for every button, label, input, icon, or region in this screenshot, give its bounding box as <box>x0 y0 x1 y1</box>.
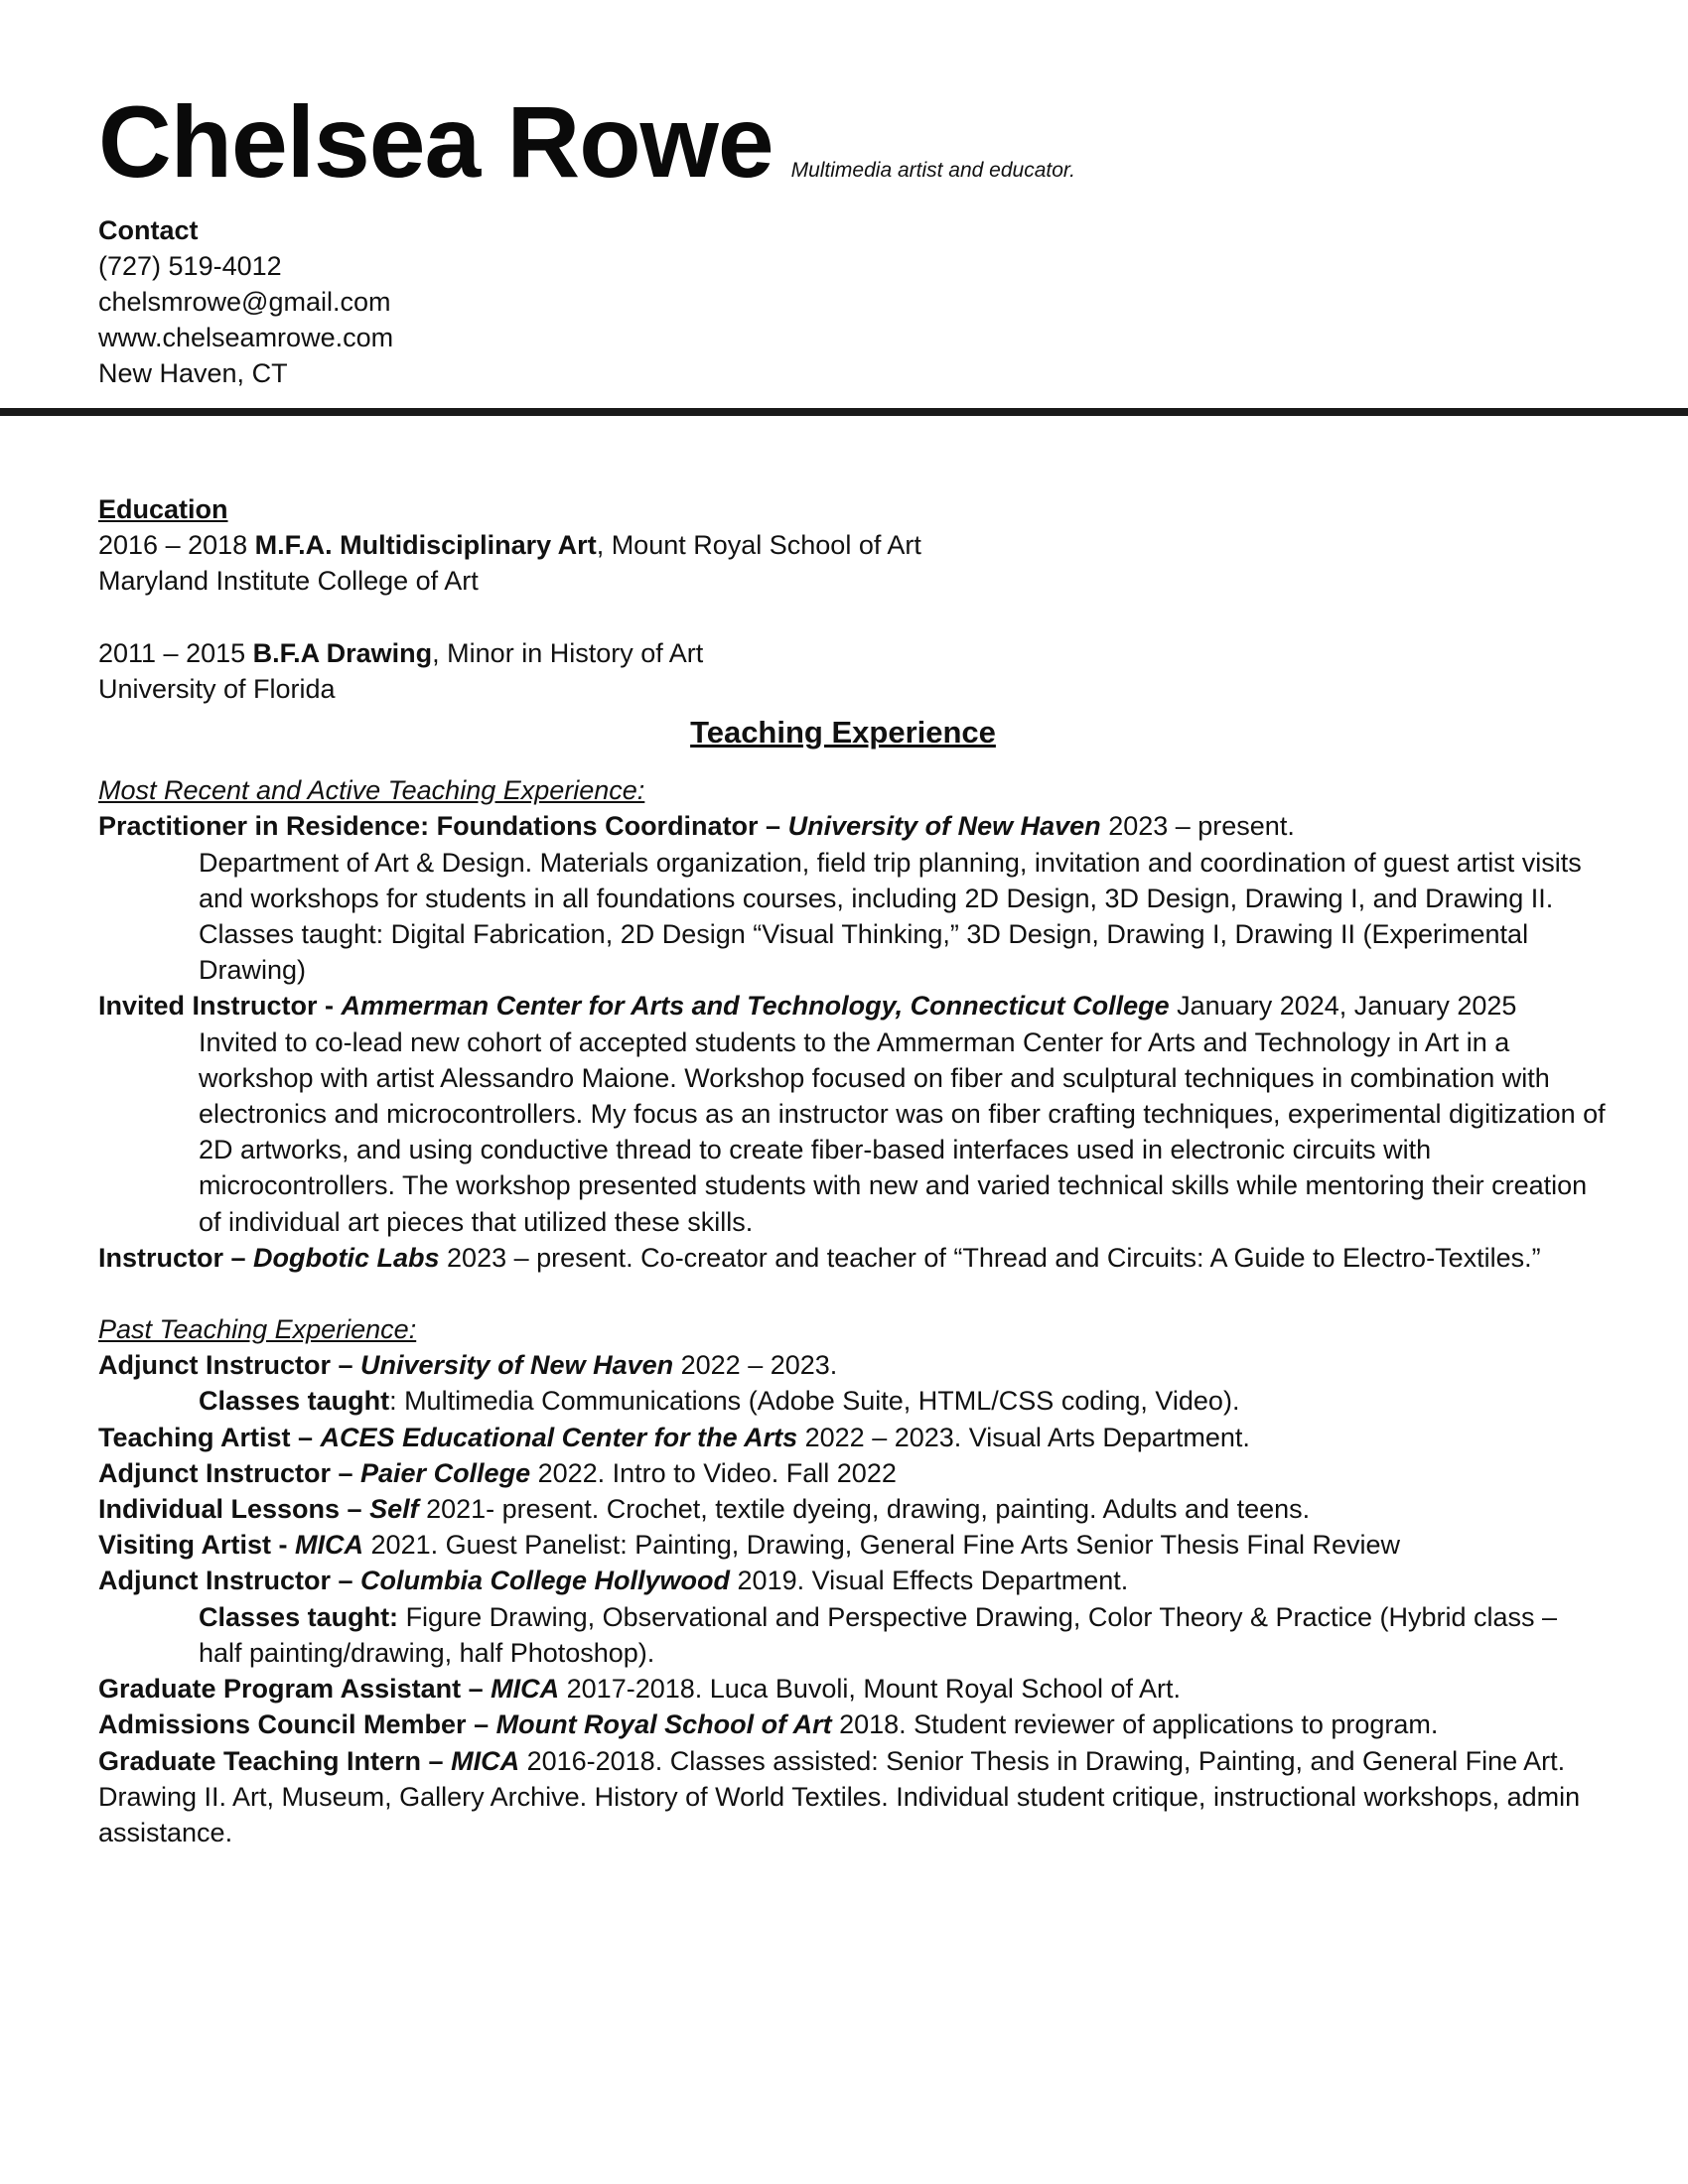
job-dates: 2017-2018. Luca Buvoli, Mount Royal School of Art. <box>559 1674 1182 1705</box>
job-dates: 2022 – 2023. Visual Arts Department. <box>797 1422 1250 1452</box>
contact-section <box>98 212 393 391</box>
job-org: Paier College <box>360 1457 531 1488</box>
classes-list: Figure Drawing, Observational and Perspective Drawing, Color Theory & Practice (Hybrid class – half painting/drawing, half Photoshop). <box>199 1601 1558 1668</box>
job-role: Graduate Program Assistant – <box>98 1674 492 1705</box>
job-org: University of New Haven <box>787 811 1101 842</box>
job-role: Practitioner in Residence: Foundations Coordinator – <box>98 811 788 842</box>
mfa-detail: , Mount Royal School of Art <box>596 530 921 561</box>
job-org: Mount Royal School of Art <box>495 1709 832 1740</box>
contact-website[interactable]: www.chelseamrowe.com <box>98 323 394 352</box>
job-classes: Classes taught: Digital Fabrication, 2D Design “Visual Thinking,” 3D Design, Drawing I, Drawing II (Experimental Drawing) <box>199 919 1529 986</box>
contact-heading: Contact <box>98 215 199 245</box>
job-classes <box>98 1599 1608 1671</box>
recent-teaching-heading: Most Recent and Active Teaching Experience: <box>98 775 645 806</box>
contact-phone: (727) 519-4012 <box>98 251 282 281</box>
job-role: Adjunct Instructor – <box>98 1457 361 1488</box>
job-role: Admissions Council Member – <box>98 1709 496 1740</box>
job-role: Invited Instructor - <box>98 991 342 1022</box>
education-bfa <box>98 635 1608 671</box>
job-dates: 2022. Intro to Video. Fall 2022 <box>530 1457 897 1488</box>
job-org: Self <box>369 1494 419 1525</box>
job-org: Dogbotic Labs <box>253 1242 440 1273</box>
mfa-school: Maryland Institute College of Art <box>98 566 479 597</box>
job-org: University of New Haven <box>360 1350 674 1381</box>
classes-label: Classes taught <box>199 1386 390 1417</box>
education-mfa <box>98 527 1608 563</box>
job-dates: 2021- present. Crochet, textile dyeing, drawing, painting. Adults and teens. <box>418 1494 1311 1525</box>
job-org: Columbia College Hollywood <box>360 1566 731 1596</box>
job-org: ACES Educational Center for the Arts <box>320 1422 798 1452</box>
bfa-degree: B.F.A Drawing <box>252 637 433 668</box>
job-entry <box>98 1240 1608 1276</box>
job-dates: 2022 – 2023. <box>673 1350 838 1381</box>
contact-location: New Haven, CT <box>98 358 288 388</box>
job-org: MICA <box>295 1530 364 1561</box>
bfa-school: University of Florida <box>98 673 336 704</box>
header-divider <box>0 408 1688 416</box>
job-role: Adjunct Instructor – <box>98 1566 361 1596</box>
header <box>98 85 1075 199</box>
main-content <box>98 491 1608 1850</box>
contact-email[interactable]: chelsmrowe@gmail.com <box>98 287 391 317</box>
job-dates: 2018. Student reviewer of applications to program. <box>831 1709 1439 1740</box>
job-role: Adjunct Instructor – <box>98 1350 361 1381</box>
tagline: Multimedia artist and educator. <box>790 159 1075 182</box>
education-heading: Education <box>98 494 228 524</box>
mfa-years: 2016 – 2018 <box>98 530 255 561</box>
bfa-detail: , Minor in History of Art <box>432 637 704 668</box>
job-entry <box>98 1563 1608 1598</box>
mfa-degree: M.F.A. Multidisciplinary Art <box>254 530 597 561</box>
job-dates: 2023 – present. <box>1100 811 1295 842</box>
job-entry <box>98 1671 1608 1706</box>
job-dates: 2016-2018. Classes assisted: Senior Thesis in Drawing, Painting, and General Fine Art. Drawing II. Art, Museum, Gallery Archive. History of World Textiles. Individual student critique, instructional workshops, admin assistance. <box>98 1745 1581 1847</box>
job-org: MICA <box>491 1674 560 1705</box>
job-entry <box>98 1491 1608 1527</box>
job-dates: 2023 – present. Co-creator and teacher of “Thread and Circuits: A Guide to Electro-Textiles.” <box>439 1242 1541 1273</box>
job-entry <box>98 808 1608 844</box>
job-entry <box>98 1420 1608 1455</box>
job-org: MICA <box>451 1745 520 1776</box>
job-role: Visiting Artist - <box>98 1530 296 1561</box>
job-classes <box>98 1383 1608 1419</box>
job-description: Invited to co-lead new cohort of accepted students to the Ammerman Center for Arts and Technology in Art in a workshop with artist Alessandro Maione. Workshop focused on fiber and sculptural techniques in combination with electronics and microcontrollers. My focus as an instructor was on fiber crafting techniques, experimental digitization of 2D artworks, and using conductive thread to create fiber-based interfaces used in electronic circuits with microcontrollers. The workshop presented students with new and varied technical skills while mentoring their creation of individual art pieces that utilized these skills. <box>199 1026 1606 1237</box>
job-entry <box>98 1706 1608 1742</box>
job-dates: January 2024, January 2025 <box>1169 991 1517 1022</box>
job-role: Individual Lessons – <box>98 1494 370 1525</box>
job-entry <box>98 988 1608 1024</box>
job-role: Teaching Artist – <box>98 1422 321 1452</box>
bfa-years: 2011 – 2015 <box>98 637 253 668</box>
person-name: Chelsea Rowe <box>98 85 774 199</box>
job-role: Graduate Teaching Intern – <box>98 1745 452 1776</box>
job-dates: 2021. Guest Panelist: Painting, Drawing, General Fine Arts Senior Thesis Final Review <box>363 1530 1401 1561</box>
job-org: Ammerman Center for Arts and Technology, Connecticut College <box>341 991 1170 1022</box>
job-entry <box>98 1743 1608 1851</box>
classes-label: Classes taught: <box>199 1601 399 1632</box>
job-role: Instructor – <box>98 1242 254 1273</box>
job-entry <box>98 1527 1608 1563</box>
classes-list: : Multimedia Communications (Adobe Suite, HTML/CSS coding, Video). <box>389 1386 1240 1417</box>
job-entry <box>98 1347 1608 1383</box>
job-description: Department of Art & Design. Materials organization, field trip planning, invitation and coordination of guest artist visits and workshops for students in all foundations courses, including 2D Design, 3D Design, Drawing I, and Drawing II. <box>199 847 1582 913</box>
job-dates: 2019. Visual Effects Department. <box>730 1566 1129 1596</box>
job-entry <box>98 1455 1608 1491</box>
teaching-heading: Teaching Experience <box>690 715 996 751</box>
past-teaching-heading: Past Teaching Experience: <box>98 1314 417 1345</box>
